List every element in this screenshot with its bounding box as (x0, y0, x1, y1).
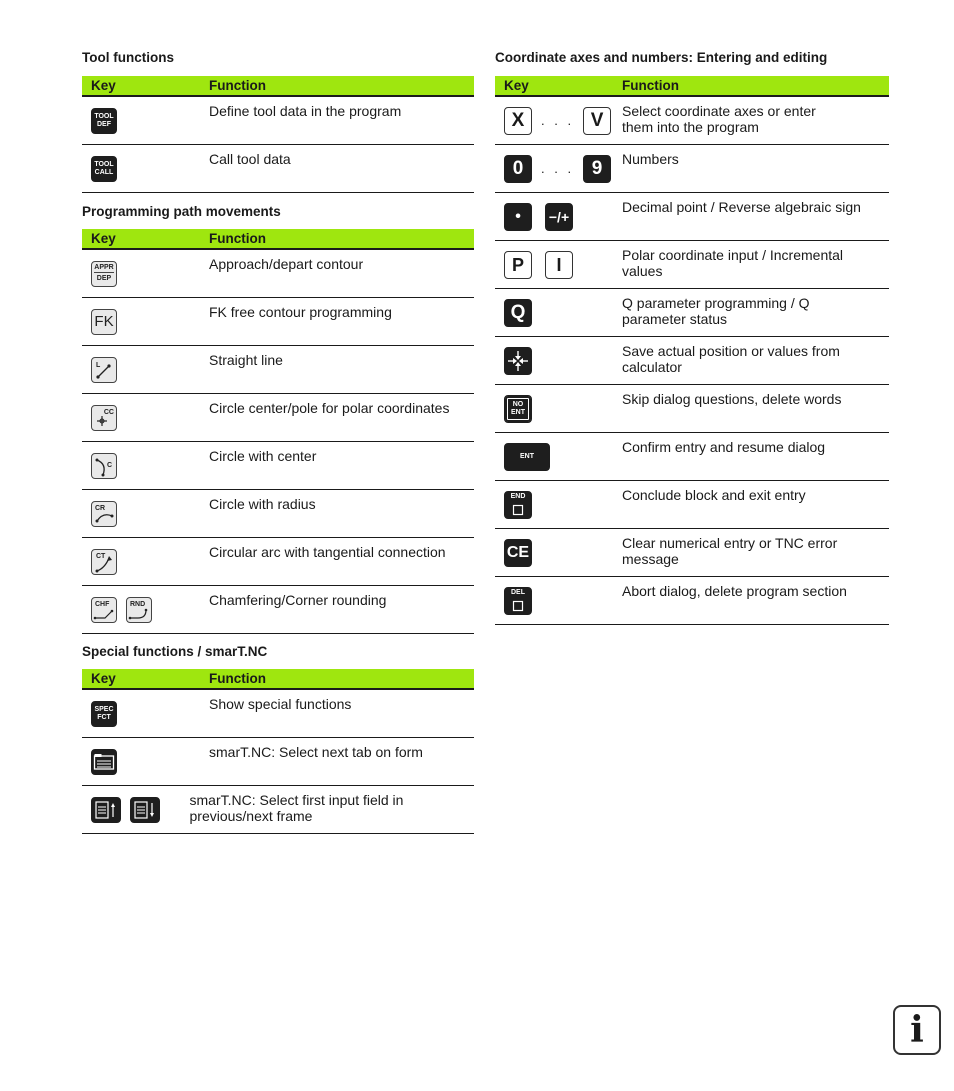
table-row (82, 442, 474, 490)
key-column-header: Key (91, 231, 116, 246)
function-text: Chamfering/Corner rounding (209, 592, 387, 608)
key-column-header: Key (504, 78, 529, 93)
form-tab-icon (93, 753, 115, 771)
function-text: Confirm entry and resume dialog (622, 439, 826, 455)
function-text: Decimal point / Reverse algebraic sign (622, 199, 861, 215)
digit-9-key[interactable]: 9 (583, 155, 611, 183)
actual-position-icon (507, 350, 529, 372)
path-movements-section (82, 203, 474, 634)
straight-line-icon (91, 358, 117, 382)
end-key[interactable]: END (504, 491, 532, 519)
frame-up-icon (94, 800, 118, 820)
table-header (495, 76, 889, 97)
table-row (495, 145, 889, 193)
next-frame-key[interactable] (130, 797, 160, 823)
table-row (495, 337, 889, 385)
function-text: Numbers (622, 151, 679, 167)
table-row (495, 433, 889, 481)
q-key[interactable]: Q (504, 299, 532, 327)
function-text: smarT.NC: Select first input field in previous/next frame (189, 792, 404, 824)
x-axis-key[interactable]: X (504, 107, 532, 135)
v-axis-key[interactable]: V (583, 107, 611, 135)
function-text: Call tool data (209, 151, 291, 167)
table-row (495, 529, 889, 577)
table-row (82, 250, 474, 298)
cr-key[interactable]: CR (91, 501, 117, 527)
section-title: Special functions / smarT.NC (82, 644, 268, 659)
function-text: smarT.NC: Select next tab on form (209, 744, 423, 760)
end-square-icon (512, 504, 524, 516)
key-column-header: Key (91, 671, 116, 686)
function-text: Q parameter programming / Q parameter status (622, 295, 810, 327)
function-text: Conclude block and exit entry (622, 487, 806, 503)
table-row (495, 193, 889, 241)
table-row (82, 346, 474, 394)
section-title: Programming path movements (82, 204, 281, 219)
function-column-header: Function (209, 671, 266, 686)
polar-key[interactable]: P (504, 251, 532, 279)
table-row (495, 481, 889, 529)
function-text: Skip dialog questions, delete words (622, 391, 842, 407)
table-header (82, 669, 474, 690)
table-row (82, 394, 474, 442)
function-text: Show special functions (209, 696, 352, 712)
chf-key[interactable]: CHF (91, 597, 117, 623)
table-row (82, 97, 474, 145)
ent-key[interactable]: ENT (504, 443, 550, 471)
table-row (82, 586, 474, 634)
table-header (82, 229, 474, 250)
digit-0-key[interactable]: 0 (504, 155, 532, 183)
table-row (82, 490, 474, 538)
range-dots: . . . (541, 161, 575, 176)
ce-key[interactable]: CE (504, 539, 532, 567)
function-column-header: Function (622, 78, 679, 93)
key-column-header: Key (91, 78, 116, 93)
function-column-header: Function (209, 231, 266, 246)
range-dots: . . . (541, 113, 575, 128)
del-square-icon (512, 600, 524, 612)
function-text: Abort dialog, delete program section (622, 583, 847, 599)
prev-frame-key[interactable] (91, 797, 121, 823)
section-title: Coordinate axes and numbers: Entering and editing (495, 50, 828, 65)
table-row (82, 738, 474, 786)
incremental-key[interactable]: I (545, 251, 573, 279)
table-row (82, 298, 474, 346)
function-text: Clear numerical entry or TNC error message (622, 535, 838, 567)
function-text: Circular arc with tangential connection (209, 544, 446, 560)
info-icon: i (893, 1005, 941, 1055)
table-header (82, 76, 474, 97)
function-text: Circle with center (209, 448, 317, 464)
function-text: Save actual position or values from calculator (622, 343, 840, 375)
rnd-key[interactable]: RND (126, 597, 152, 623)
function-text: Approach/depart contour (209, 256, 364, 272)
appr-dep-key[interactable]: APPR DEP (91, 261, 117, 287)
table-row (495, 385, 889, 433)
function-text: FK free contour programming (209, 304, 392, 320)
table-row (495, 577, 889, 625)
table-row (495, 97, 889, 145)
decimal-point-key[interactable]: • (504, 203, 532, 231)
tool-def-key[interactable]: TOOL DEF (91, 108, 117, 134)
no-ent-key[interactable]: NO ENT (504, 395, 532, 423)
cc-key[interactable]: CC (91, 405, 117, 431)
coordinate-section (495, 49, 889, 625)
spec-fct-key[interactable]: SPEC FCT (91, 701, 117, 727)
table-row (82, 690, 474, 738)
function-text: Circle with radius (209, 496, 316, 512)
function-text: Polar coordinate input / Incremental values (622, 247, 844, 279)
c-key[interactable]: C (91, 453, 117, 479)
actual-position-key[interactable] (504, 347, 532, 375)
fk-key[interactable]: FK (91, 309, 117, 335)
table-row (495, 241, 889, 289)
sign-key[interactable]: −/+ (545, 203, 573, 231)
next-tab-key[interactable] (91, 749, 117, 775)
table-row (495, 289, 889, 337)
section-title: Tool functions (82, 50, 174, 65)
function-text: Circle center/pole for polar coordinates (209, 400, 450, 416)
table-row (82, 538, 474, 586)
special-functions-section (82, 643, 474, 834)
function-column-header: Function (209, 78, 266, 93)
table-row (82, 786, 474, 834)
table-row (82, 145, 474, 193)
tool-functions-section (82, 49, 474, 193)
function-text: Straight line (209, 352, 283, 368)
function-text: Define tool data in the program (209, 103, 402, 119)
function-text: Select coordinate axes or enter them into the program (622, 103, 816, 135)
tool-call-key[interactable]: TOOL CALL (91, 156, 117, 182)
frame-down-icon (133, 800, 157, 820)
del-key[interactable]: DEL (504, 587, 532, 615)
line-key[interactable]: L (91, 357, 117, 383)
circle-with-center-icon (91, 454, 117, 478)
ct-key[interactable]: CT (91, 549, 117, 575)
